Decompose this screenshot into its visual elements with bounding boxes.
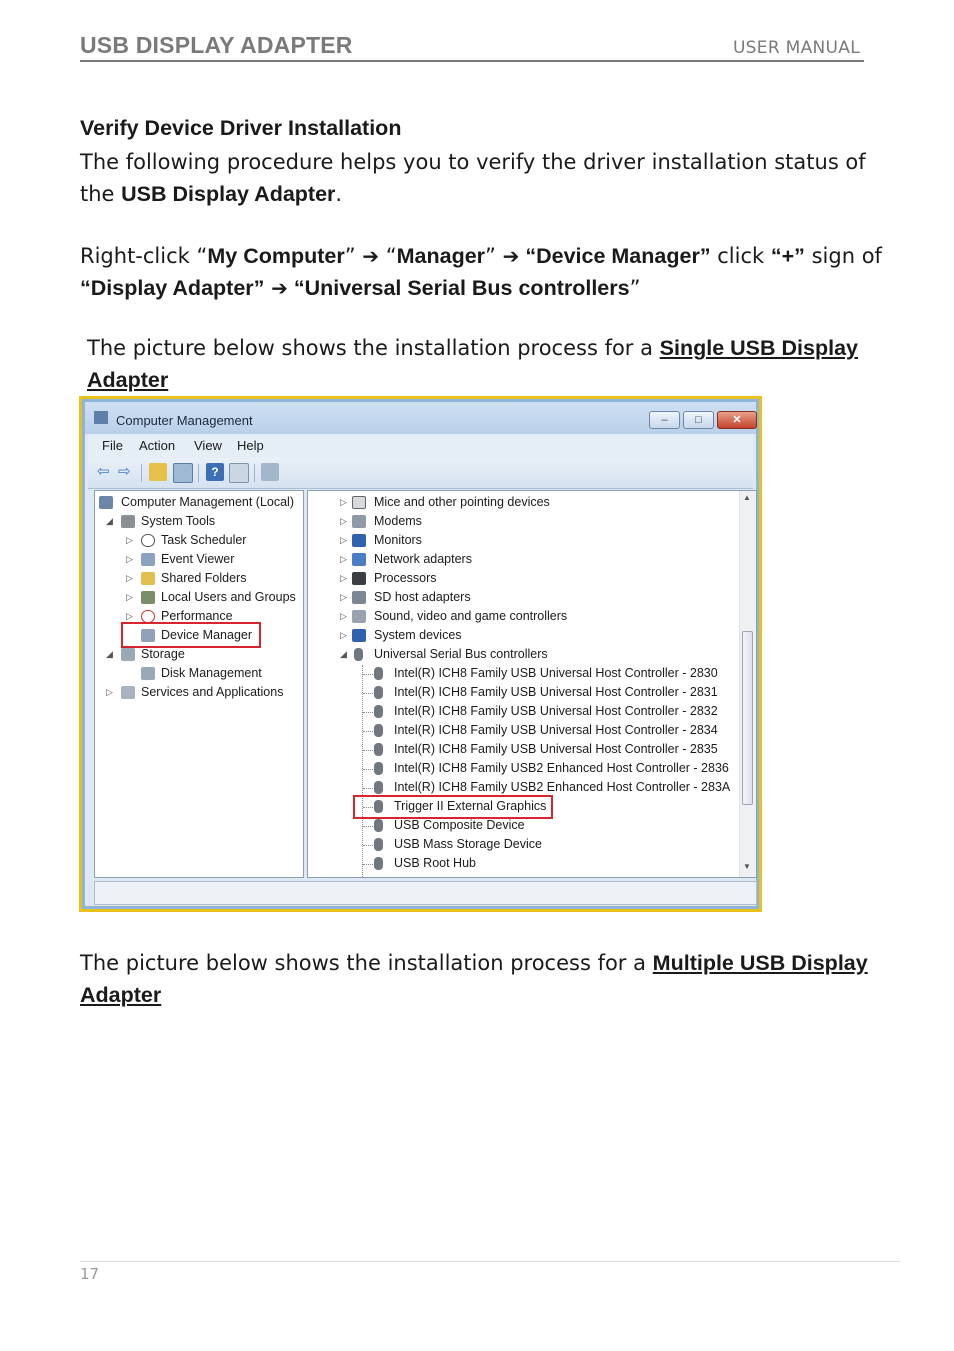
tree-label: Disk Management — [161, 666, 262, 680]
menu-help[interactable]: Help — [237, 438, 264, 453]
up-folder-icon[interactable] — [149, 463, 167, 481]
users-icon — [141, 591, 155, 604]
usb-plug-icon — [374, 686, 383, 699]
device-label: Intel(R) ICH8 Family USB Universal Host Controller - 2834 — [394, 723, 718, 737]
minimize-button[interactable]: – — [649, 411, 680, 429]
expand-arrow-icon[interactable]: ▷ — [126, 554, 133, 564]
device-label: SD host adapters — [374, 590, 471, 604]
steps-text-1: Right-click “ — [80, 244, 208, 268]
monitor-icon — [352, 534, 366, 547]
toolbar-separator — [141, 464, 142, 482]
processor-icon — [352, 572, 366, 585]
multiple-adapter-paragraph — [80, 947, 920, 1011]
computer-management-icon — [99, 496, 113, 509]
single-adapter-label: Single USB Display Adapter — [87, 336, 859, 392]
shared-folder-icon — [141, 572, 155, 585]
steps-text-2: ” — [344, 244, 363, 268]
expand-arrow-icon[interactable]: ▷ — [340, 516, 347, 526]
usb-plug-icon — [374, 819, 383, 832]
tree-connector — [363, 788, 373, 789]
device-label: Network adapters — [374, 552, 472, 566]
intro-end: . — [335, 182, 343, 206]
device-label: Universal Serial Bus controllers — [374, 647, 548, 661]
menu-view[interactable]: View — [194, 438, 222, 453]
tree-label: System Tools — [141, 514, 216, 528]
steps-paragraph — [80, 240, 900, 304]
disk-icon — [141, 667, 155, 680]
expand-arrow-icon[interactable]: ▷ — [340, 535, 347, 545]
tree-connector — [363, 712, 373, 713]
arrow-icon: ➔ — [271, 276, 288, 300]
usb-plug-icon — [374, 743, 383, 756]
usb-plug-icon — [374, 781, 383, 794]
modem-icon — [352, 515, 366, 528]
steps-text-6: sign of — [804, 244, 882, 268]
device-label: System devices — [374, 628, 462, 642]
section-heading: Verify Device Driver Installation — [80, 116, 402, 140]
device-label: Intel(R) ICH8 Family USB Universal Host Controller - 2830 — [394, 666, 718, 680]
device-label: Processors — [374, 571, 437, 585]
device-label: Intel(R) ICH8 Family USB Universal Host Controller - 2832 — [394, 704, 718, 718]
device-label: Sound, video and game controllers — [374, 609, 568, 623]
clock-icon — [141, 534, 155, 547]
multiple-text: The picture below shows the installation process for a — [80, 951, 653, 975]
single-text: The picture below shows the installation process for a — [87, 336, 660, 360]
scan-hardware-icon[interactable] — [261, 463, 279, 481]
sd-card-icon — [352, 591, 366, 604]
tree-connector — [362, 665, 363, 878]
expand-arrow-icon[interactable]: ▷ — [340, 554, 347, 564]
expand-arrow-icon[interactable]: ▷ — [126, 611, 133, 621]
menu-action[interactable]: Action — [139, 438, 176, 453]
device-label: Mice and other pointing devices — [374, 495, 550, 509]
collapse-arrow-icon[interactable]: ◢ — [340, 649, 347, 659]
scrollbar-thumb[interactable] — [742, 631, 753, 805]
usb-plug-icon — [374, 667, 383, 680]
step-plus-sign: “+” — [770, 244, 805, 268]
storage-icon — [121, 648, 135, 661]
forward-icon[interactable]: ⇨ — [118, 463, 131, 480]
toolbar-separator — [198, 464, 199, 482]
device-tree — [307, 490, 757, 878]
arrow-icon: ➔ — [362, 244, 380, 268]
device-label: Intel(R) ICH8 Family USB Universal Host Controller - 2831 — [394, 685, 718, 699]
trigger-device-highlight — [353, 795, 553, 819]
page-number: 17 — [80, 1265, 100, 1283]
status-bar — [94, 881, 757, 905]
step-usb-controllers: “Universal Serial Bus controllers — [287, 276, 630, 300]
expand-arrow-icon[interactable]: ▷ — [340, 630, 347, 640]
steps-text-3: “ — [379, 244, 397, 268]
computer-management-icon — [94, 411, 108, 424]
tree-label: Local Users and Groups — [161, 590, 296, 604]
scroll-down-icon[interactable]: ▼ — [743, 862, 751, 871]
back-icon[interactable]: ⇦ — [97, 463, 110, 480]
close-button[interactable]: ✕ — [717, 411, 757, 429]
expand-arrow-icon[interactable]: ▷ — [126, 573, 133, 583]
usb-plug-icon — [374, 857, 383, 870]
expand-arrow-icon[interactable]: ▷ — [126, 535, 133, 545]
steps-text-5: click — [710, 244, 771, 268]
event-viewer-icon — [141, 553, 155, 566]
usb-plug-icon — [374, 724, 383, 737]
tree-connector — [363, 845, 373, 846]
usb-plug-icon — [374, 762, 383, 775]
tree-label: Shared Folders — [161, 571, 247, 585]
tree-label: Computer Management (Local) — [121, 495, 294, 509]
steps-text-4: ” — [485, 244, 503, 268]
device-label: Modems — [374, 514, 422, 528]
tree-label: Device Manager — [161, 628, 253, 642]
tree-label: Performance — [161, 609, 233, 623]
usb-plug-icon — [374, 838, 383, 851]
tree-connector — [363, 864, 373, 865]
window-titlebar — [85, 402, 756, 434]
tree-connector — [363, 750, 373, 751]
properties-icon[interactable] — [229, 463, 249, 483]
page-header — [80, 30, 864, 62]
console-tree — [94, 490, 304, 878]
tools-icon — [121, 515, 135, 528]
tree-connector — [363, 769, 373, 770]
maximize-button[interactable]: □ — [683, 411, 714, 429]
toolbar — [88, 458, 753, 489]
device-label: Trigger II External Graphics — [394, 799, 547, 813]
help-icon[interactable]: ? — [206, 463, 224, 481]
device-label: USB Mass Storage Device — [394, 837, 542, 851]
single-adapter-paragraph — [87, 332, 907, 396]
device-label: Monitors — [374, 533, 422, 547]
steps-text-7: ” — [629, 276, 641, 300]
tree-connector — [363, 731, 373, 732]
computer-management-screenshot — [79, 396, 762, 912]
device-label: Intel(R) ICH8 Family USB2 Enhanced Host Controller - 283A — [394, 780, 731, 794]
collapse-arrow-icon[interactable]: ◢ — [106, 516, 113, 526]
step-device-manager: “Device Manager” — [519, 244, 711, 268]
step-my-computer: My Computer — [207, 244, 345, 268]
device-label: USB Root Hub — [394, 856, 476, 870]
show-hide-tree-icon[interactable] — [173, 463, 193, 483]
speaker-icon — [352, 610, 366, 623]
expand-arrow-icon[interactable]: ▷ — [340, 611, 347, 621]
expand-arrow-icon[interactable]: ▷ — [106, 687, 113, 697]
menu-bar — [88, 434, 753, 458]
document-type: USER MANUAL — [732, 38, 860, 58]
usb-plug-icon — [354, 648, 363, 661]
services-icon — [121, 686, 135, 699]
arrow-icon: ➔ — [502, 244, 520, 268]
menu-file[interactable]: File — [102, 438, 123, 453]
scroll-up-icon[interactable]: ▲ — [743, 493, 751, 502]
window-title: Computer Management — [116, 413, 253, 428]
multiple-adapter-label: Multiple USB Display Adapter — [80, 951, 868, 1007]
device-label: Intel(R) ICH8 Family USB2 Enhanced Host Controller - 2836 — [394, 761, 729, 775]
device-label: Intel(R) ICH8 Family USB Universal Host Controller - 2835 — [394, 742, 718, 756]
step-display-adapter: “Display Adapter” — [80, 276, 265, 300]
tree-label: Storage — [141, 647, 185, 661]
expand-arrow-icon[interactable]: ▷ — [126, 592, 133, 602]
tree-label: Task Scheduler — [161, 533, 247, 547]
footer-divider — [80, 1261, 900, 1262]
expand-arrow-icon[interactable]: ▷ — [340, 497, 347, 507]
expand-arrow-icon[interactable]: ▷ — [340, 592, 347, 602]
document-title: USB DISPLAY ADAPTER — [80, 32, 353, 58]
tree-connector — [363, 693, 373, 694]
device-label: USB Composite Device — [394, 818, 525, 832]
vertical-scrollbar[interactable] — [739, 491, 756, 877]
intro-text: The following procedure helps you to verify the driver installation status of the — [80, 150, 866, 206]
expand-arrow-icon[interactable]: ▷ — [340, 573, 347, 583]
tree-connector — [363, 674, 373, 675]
collapse-arrow-icon[interactable]: ◢ — [106, 649, 113, 659]
tree-connector — [363, 826, 373, 827]
toolbar-separator — [254, 464, 255, 482]
mouse-icon — [352, 496, 366, 509]
tree-label: Event Viewer — [161, 552, 235, 566]
usb-plug-icon — [374, 705, 383, 718]
intro-paragraph — [80, 146, 900, 210]
intro-bold: USB Display Adapter — [121, 182, 336, 206]
window-frame — [82, 399, 759, 909]
network-icon — [352, 553, 366, 566]
system-devices-icon — [352, 629, 366, 642]
step-manager: Manager — [396, 244, 486, 268]
tree-label: Services and Applications — [141, 685, 284, 699]
